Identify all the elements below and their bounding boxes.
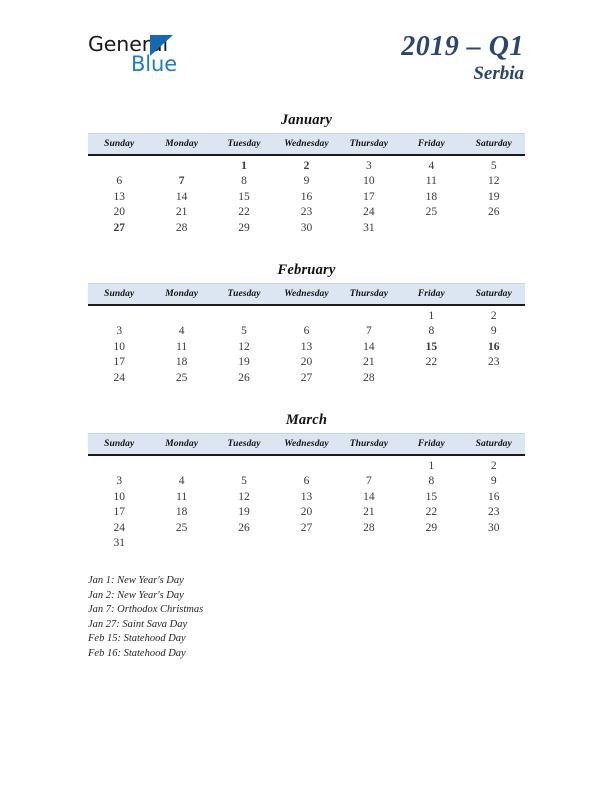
day-cell[interactable]: 23 [300, 206, 313, 219]
day-cell[interactable]: 3 [116, 475, 123, 488]
week-row [88, 455, 525, 474]
day-cell[interactable]: 4 [178, 325, 185, 338]
legend-item: Jan 2: New Year's Day [88, 589, 184, 601]
day-cell[interactable]: 11 [176, 490, 188, 503]
week-row [88, 536, 525, 552]
week-row [88, 520, 525, 536]
day-cell[interactable]: 7 [366, 325, 372, 338]
day-cell[interactable]: 23 [488, 356, 500, 369]
weekday-header-wednesday: Wednesday [275, 134, 337, 156]
weekday-header-sunday: Sunday [88, 434, 150, 456]
day-cell[interactable]: 7 [366, 475, 372, 488]
weekday-header-row [88, 284, 525, 306]
day-cell[interactable]: 12 [238, 340, 250, 353]
day-cell-holiday[interactable]: 1 [241, 159, 247, 172]
day-cell[interactable]: 13 [300, 490, 313, 503]
day-cell[interactable]: 24 [363, 206, 375, 219]
day-cell[interactable]: 26 [488, 206, 500, 219]
day-cell-empty [463, 536, 525, 552]
day-cell[interactable]: 27 [300, 371, 313, 384]
legend-item: Jan 27: Saint Sava Day [88, 618, 188, 630]
day-cell[interactable]: 14 [175, 190, 188, 203]
day-cell-empty [88, 305, 150, 324]
month-block-march [88, 412, 525, 551]
day-cell-empty [275, 455, 337, 474]
weekday-header-sunday: Sunday [88, 134, 150, 156]
day-cell-empty [400, 536, 462, 552]
day-cell[interactable]: 4 [428, 159, 435, 172]
day-cell[interactable]: 26 [238, 521, 250, 534]
weekday-header-wednesday: Wednesday [275, 434, 337, 456]
day-cell-holiday[interactable]: 15 [425, 340, 438, 353]
day-cell[interactable]: 1 [428, 459, 435, 472]
weekday-header-row [88, 434, 525, 456]
day-cell[interactable]: 17 [363, 190, 375, 203]
day-cell[interactable]: 21 [363, 506, 375, 519]
general-blue-logo [88, 34, 288, 82]
day-cell[interactable]: 20 [113, 206, 125, 219]
day-cell-holiday[interactable]: 27 [113, 221, 125, 234]
weekday-header-sunday: Sunday [88, 284, 150, 306]
title-country: Serbia [473, 63, 524, 85]
day-cell-empty [463, 220, 525, 236]
day-cell[interactable]: 16 [488, 490, 500, 503]
day-cell[interactable]: 12 [238, 490, 250, 503]
weekday-header-tuesday: Tuesday [213, 434, 275, 456]
legend-item: Jan 7: Orthodox Christmas [88, 604, 204, 616]
day-cell[interactable]: 28 [175, 221, 188, 234]
day-cell[interactable]: 19 [488, 190, 500, 203]
day-cell[interactable]: 3 [366, 159, 372, 172]
day-cell[interactable]: 30 [300, 221, 313, 234]
day-cell-empty [275, 536, 337, 552]
month-block-february [88, 262, 525, 386]
day-cell[interactable]: 25 [425, 206, 438, 219]
day-cell[interactable]: 11 [176, 340, 188, 353]
day-cell[interactable]: 19 [238, 506, 250, 519]
day-cell[interactable]: 19 [238, 356, 250, 369]
weekday-header-saturday: Saturday [463, 434, 525, 456]
day-cell[interactable]: 8 [428, 325, 435, 338]
day-cell[interactable]: 5 [241, 475, 247, 488]
calendar-table [88, 433, 525, 551]
logo-text-blue: Blue [131, 52, 178, 76]
week-row [88, 474, 525, 490]
day-cell[interactable]: 18 [175, 356, 188, 369]
day-cell[interactable]: 10 [113, 340, 125, 353]
month-title: March [285, 412, 328, 428]
logo-text-general: General [88, 32, 169, 56]
day-cell[interactable]: 15 [238, 190, 250, 203]
day-cell[interactable]: 9 [490, 325, 497, 338]
day-cell[interactable]: 26 [238, 371, 250, 384]
day-cell-empty [150, 155, 212, 174]
day-cell[interactable]: 12 [488, 175, 500, 188]
day-cell-empty [338, 455, 400, 474]
day-cell[interactable]: 13 [300, 340, 313, 353]
day-cell[interactable]: 25 [175, 521, 188, 534]
weekday-header-monday: Monday [150, 434, 212, 456]
calendar-table [88, 283, 525, 386]
page-header [0, 0, 612, 105]
day-cell[interactable]: 14 [363, 490, 375, 503]
day-cell[interactable]: 28 [363, 371, 375, 384]
day-cell-empty [338, 536, 400, 552]
weekday-header-thursday: Thursday [338, 284, 400, 306]
week-row [88, 174, 525, 190]
page-title [401, 32, 524, 85]
week-row [88, 339, 525, 355]
day-cell[interactable]: 10 [113, 490, 125, 503]
day-cell[interactable]: 21 [363, 356, 375, 369]
day-cell[interactable]: 20 [300, 506, 313, 519]
day-cell-empty [213, 305, 275, 324]
day-cell[interactable]: 1 [428, 309, 435, 322]
month-block-january [88, 112, 525, 236]
day-cell[interactable]: 24 [113, 371, 125, 384]
day-cell[interactable]: 11 [425, 175, 437, 188]
day-cell[interactable]: 8 [241, 175, 247, 188]
day-cell-empty [88, 455, 150, 474]
day-cell[interactable]: 16 [300, 190, 313, 203]
day-cell-holiday[interactable]: 7 [178, 175, 185, 188]
day-cell-empty [88, 155, 150, 174]
day-cell[interactable]: 15 [425, 490, 438, 503]
weekday-header-wednesday: Wednesday [275, 284, 337, 306]
day-cell[interactable]: 21 [175, 206, 188, 219]
day-cell[interactable]: 2 [490, 459, 497, 472]
day-cell[interactable]: 17 [113, 506, 125, 519]
weekday-header-monday: Monday [150, 134, 212, 156]
day-cell-empty [150, 536, 212, 552]
week-row [88, 155, 525, 174]
weekday-header-saturday: Saturday [463, 284, 525, 306]
day-cell[interactable]: 14 [363, 340, 375, 353]
weekday-header-tuesday: Tuesday [213, 284, 275, 306]
day-cell[interactable]: 22 [238, 206, 250, 219]
day-cell-empty [400, 370, 462, 386]
day-cell[interactable]: 5 [241, 325, 247, 338]
day-cell[interactable]: 20 [300, 356, 313, 369]
day-cell-empty [213, 536, 275, 552]
weekday-header-thursday: Thursday [338, 134, 400, 156]
day-cell[interactable]: 6 [116, 175, 123, 188]
month-title: February [277, 262, 336, 278]
day-cell[interactable]: 9 [303, 175, 310, 188]
day-cell-empty [338, 305, 400, 324]
day-cell[interactable]: 6 [303, 325, 310, 338]
day-cell-empty [150, 305, 212, 324]
day-cell-empty [150, 455, 212, 474]
weekday-header-thursday: Thursday [338, 434, 400, 456]
weekday-header-row [88, 134, 525, 156]
day-cell[interactable]: 29 [238, 221, 250, 234]
day-cell-empty [275, 305, 337, 324]
calendar-table [88, 133, 525, 236]
day-cell[interactable]: 2 [490, 309, 497, 322]
day-cell[interactable]: 27 [300, 521, 313, 534]
day-cell[interactable]: 10 [363, 175, 375, 188]
weekday-header-tuesday: Tuesday [213, 134, 275, 156]
day-cell[interactable]: 13 [113, 190, 125, 203]
week-row [88, 489, 525, 505]
week-row [88, 370, 525, 386]
day-cell[interactable]: 3 [116, 325, 123, 338]
weekday-header-saturday: Saturday [463, 134, 525, 156]
legend-item: Feb 15: Statehood Day [88, 633, 186, 645]
day-cell[interactable]: 8 [428, 475, 435, 488]
week-row [88, 205, 525, 221]
day-cell-empty [400, 220, 462, 236]
day-cell-holiday[interactable]: 16 [488, 340, 500, 353]
day-cell[interactable]: 6 [303, 475, 310, 488]
day-cell[interactable]: 29 [425, 521, 438, 534]
legend-item: Jan 1: New Year's Day [88, 575, 184, 586]
holiday-legend [88, 574, 468, 662]
day-cell[interactable]: 22 [425, 356, 438, 369]
day-cell[interactable]: 18 [425, 190, 438, 203]
day-cell[interactable]: 28 [363, 521, 375, 534]
day-cell-empty [213, 455, 275, 474]
day-cell[interactable]: 25 [175, 371, 188, 384]
day-cell[interactable]: 24 [113, 521, 125, 534]
week-row [88, 220, 525, 236]
day-cell[interactable]: 31 [113, 537, 125, 550]
month-title: January [280, 112, 333, 128]
week-row [88, 505, 525, 521]
day-cell[interactable]: 18 [175, 506, 188, 519]
weekday-header-friday: Friday [400, 284, 462, 306]
day-cell[interactable]: 17 [113, 356, 125, 369]
day-cell[interactable]: 22 [425, 506, 438, 519]
weekday-header-friday: Friday [400, 434, 462, 456]
week-row [88, 189, 525, 205]
week-row [88, 305, 525, 324]
week-row [88, 355, 525, 371]
weekday-header-monday: Monday [150, 284, 212, 306]
day-cell[interactable]: 30 [488, 521, 500, 534]
day-cell-empty [463, 370, 525, 386]
day-cell[interactable]: 23 [488, 506, 500, 519]
day-cell[interactable]: 31 [363, 221, 375, 234]
day-cell[interactable]: 9 [490, 475, 497, 488]
weekday-header-friday: Friday [400, 134, 462, 156]
day-cell[interactable]: 4 [178, 475, 185, 488]
legend-item: Feb 16: Statehood Day [88, 647, 186, 659]
day-cell-holiday[interactable]: 2 [303, 159, 310, 172]
week-row [88, 324, 525, 340]
title-quarter: 2019 – Q1 [401, 31, 524, 62]
day-cell[interactable]: 5 [490, 159, 497, 172]
